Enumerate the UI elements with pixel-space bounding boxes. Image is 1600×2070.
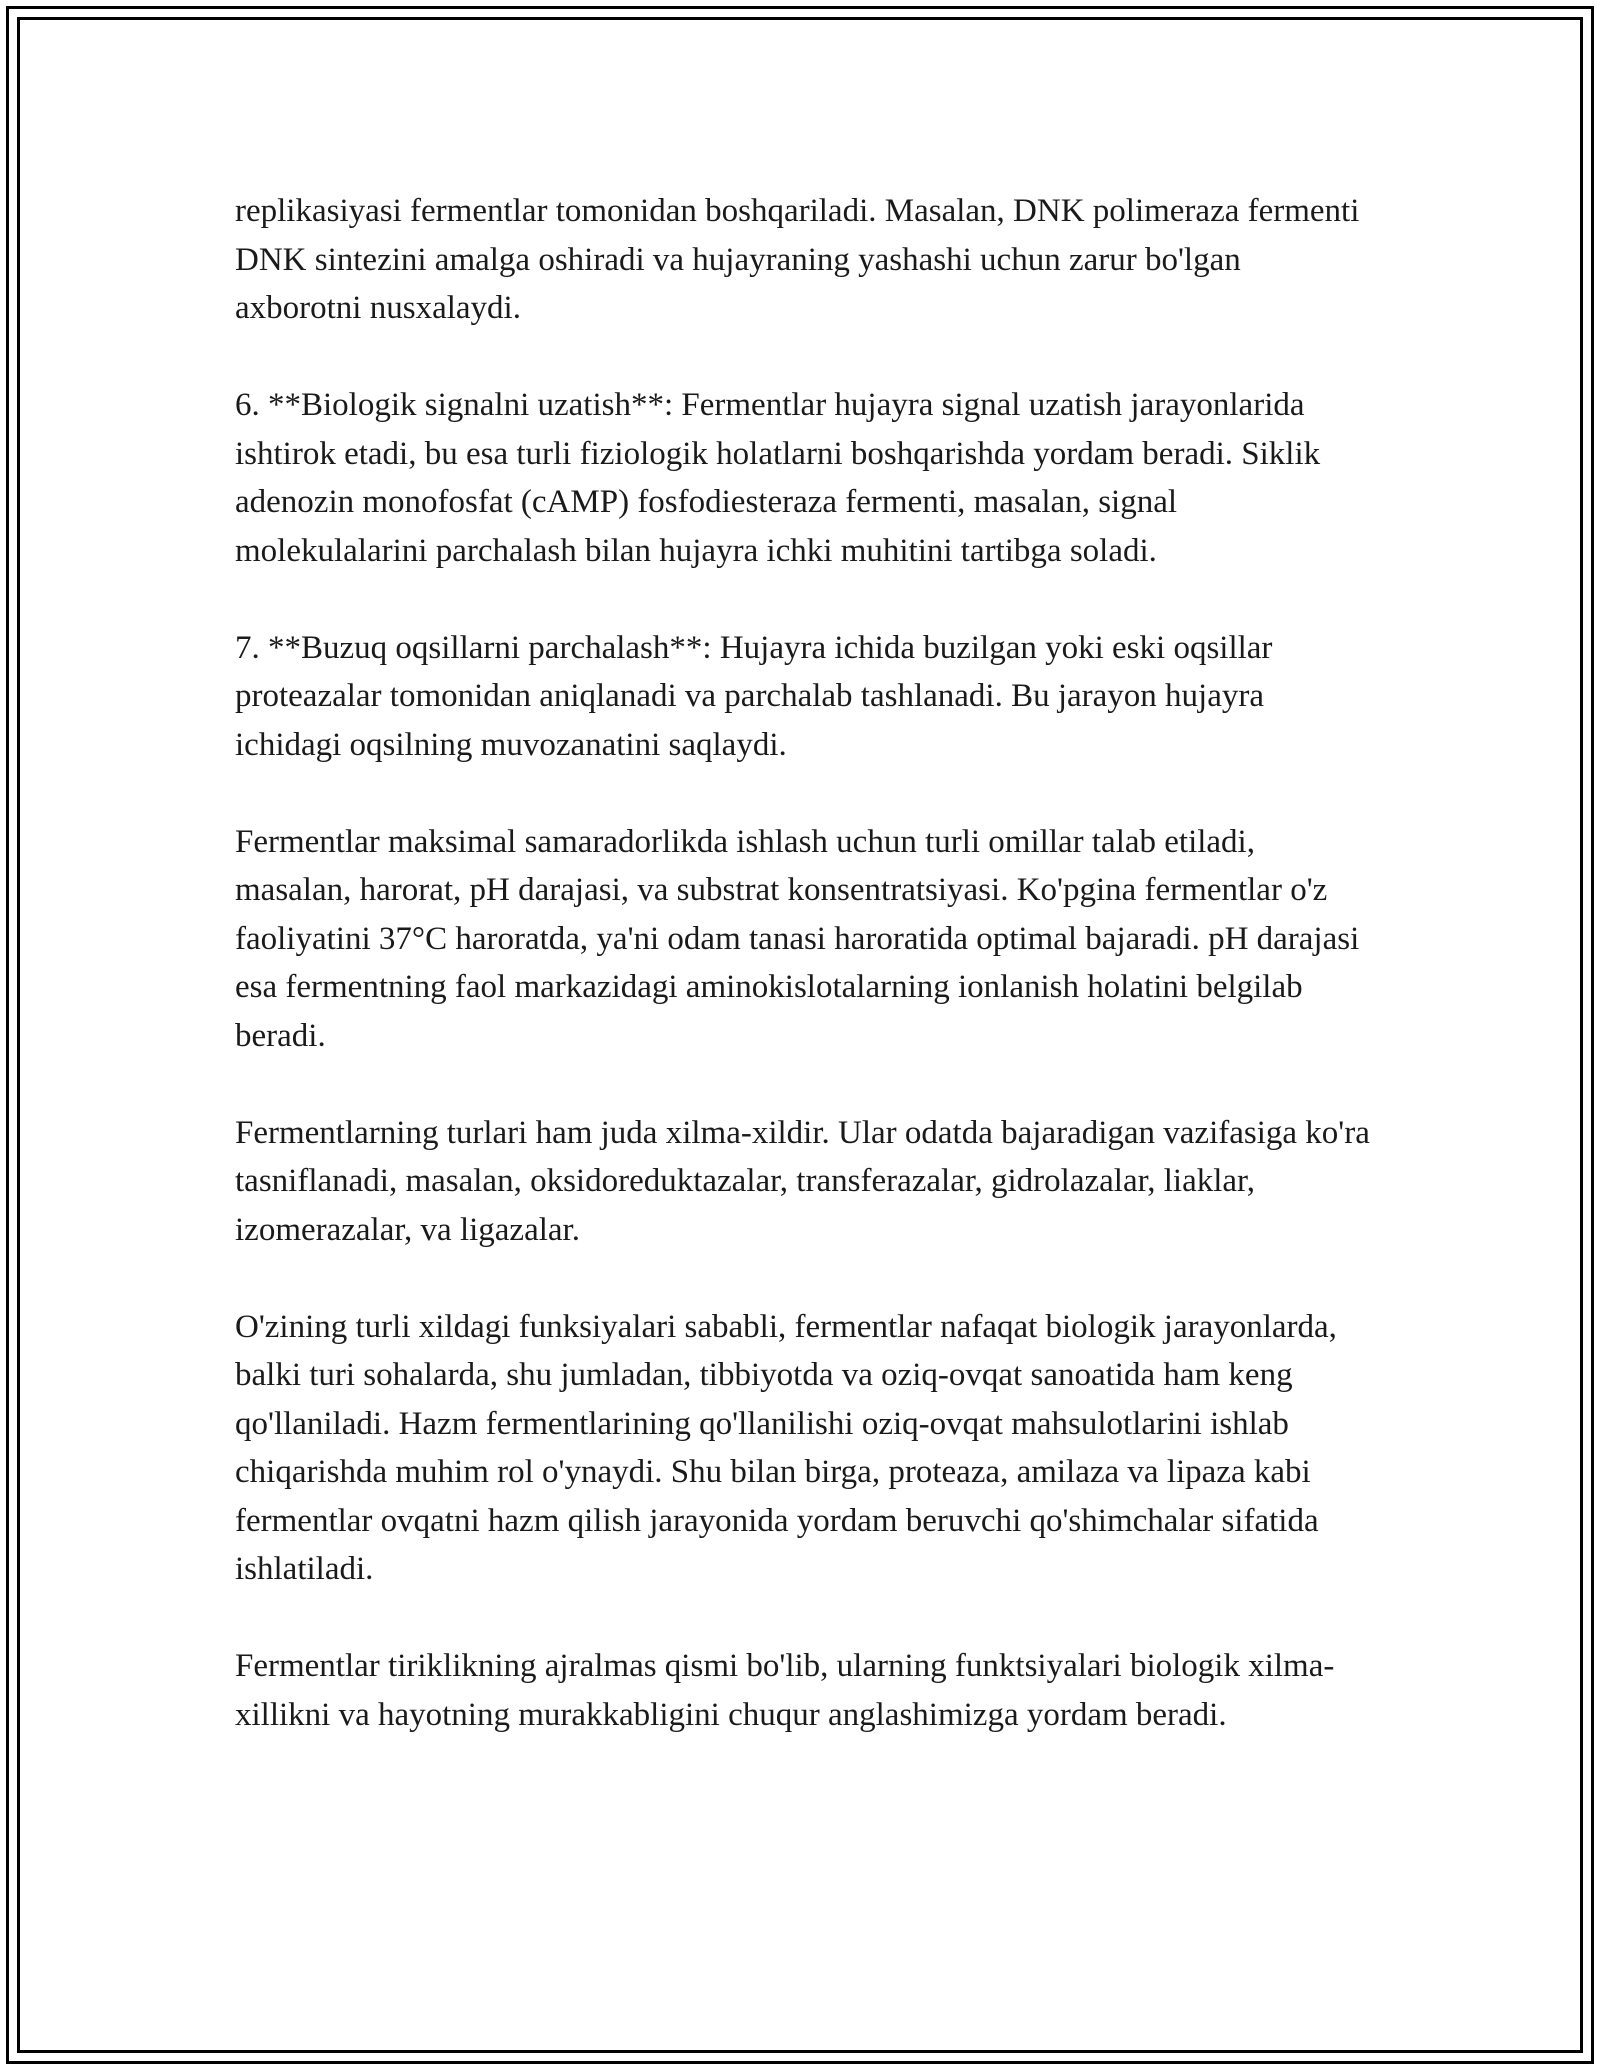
paragraph-enzyme-classes: Fermentlarning turlari ham juda xilma-xildir. Ular odatda bajaradigan vazifasiga ko'ra tasniflanadi, masalan, oksidoreduktazalar, transferazalar, gidrolazalar, liaklar, izomerazalar, va ligazalar. [235, 1114, 1370, 1248]
paragraph-optimal-conditions: Fermentlar maksimal samaradorlikda ishlash uchun turli omillar talab etiladi, masalan, harorat, pH darajasi, va substrat konsentratsiyasi. Ko'pgina fermentlar o'z faoliyatini 37°C haroratda, ya'ni odam tanasi haroratida optimal bajaradi. pH darajasi esa fermentning faol markazidagi aminokislotalarning ionlanish holatini belgilab beradi. [235, 823, 1360, 1054]
paragraph-signal-transduction: 6. **Biologik signalni uzatish**: Fermentlar hujayra signal uzatish jarayonlarida ishtirok etadi, bu esa turli fiziologik holatlarni boshqarishda yordam beradi. Siklik adenozin monofosfat (cAMP) fosfodiesteraza fermenti, masalan, signal molekulalarini parchalash bilan hujayra ichki muhitini tartibga soladi. [235, 387, 1321, 569]
paragraph-dna-replication: replikasiyasi fermentlar tomonidan boshqariladi. Masalan, DNK polimeraza fermenti DNK sintezini amalga oshiradi va hujayraning yashashi uchun zarur bo'lgan axborotni nusxalaydi. [235, 193, 1360, 326]
paragraph-protein-degradation: 7. **Buzuq oqsillarni parchalash**: Hujayra ichida buzilgan yoki eski oqsillar proteazalar tomonidan aniqlanadi va parchalab tashlanadi. Bu jarayon hujayra ichidagi oqsilning muvozanatini saqlaydi. [235, 629, 1273, 763]
document-body [235, 187, 1370, 1788]
paragraph-conclusion: Fermentlar tiriklikning ajralmas qismi bo'lib, ularning funktsiyalari biologik xilma-xillikni va hayotning murakkabligini chuqur anglashimizga yordam beradi. [235, 1648, 1335, 1733]
paragraph-applications: O'zining turli xildagi funksiyalari sababli, fermentlar nafaqat biologik jarayonlarda, balki turi sohalarda, shu jumladan, tibbiyotda va oziq-ovqat sanoatida ham keng qo'llaniladi. Hazm fermentlarining qo'llanilishi oziq-ovqat mahsulotlarini ishlab chiqarishda muhim rol o'ynaydi. Shu bilan birga, proteaza, amilaza va lipaza kabi fermentlar ovqatni hazm qilish jarayonida yordam beruvchi qo'shimchalar sifatida ishlatiladi. [235, 1308, 1337, 1587]
